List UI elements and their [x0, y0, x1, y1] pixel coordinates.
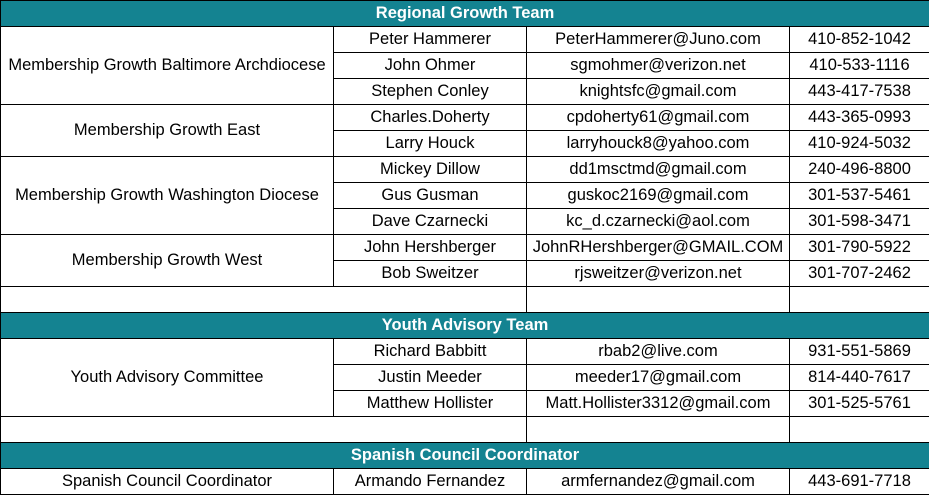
email-cell: cpdoherty61@gmail.com — [527, 105, 790, 131]
email-cell: knightsfc@gmail.com — [527, 79, 790, 105]
phone-cell: 301-537-5461 — [790, 183, 929, 209]
phone-cell: 410-852-1042 — [790, 27, 929, 53]
spacer-cell — [527, 287, 790, 313]
email-cell: kc_d.czarnecki@aol.com — [527, 209, 790, 235]
person-name: Dave Czarnecki — [334, 209, 527, 235]
phone-cell: 443-365-0993 — [790, 105, 929, 131]
phone-cell: 301-525-5761 — [790, 391, 929, 417]
group-name: Membership Growth East — [1, 105, 334, 157]
phone-cell: 301-790-5922 — [790, 235, 929, 261]
person-name: Matthew Hollister — [334, 391, 527, 417]
section-header: Youth Advisory Team — [1, 313, 929, 339]
phone-cell: 410-533-1116 — [790, 53, 929, 79]
person-name: Mickey Dillow — [334, 157, 527, 183]
email-cell: dd1msctmd@gmail.com — [527, 157, 790, 183]
person-name: Richard Babbitt — [334, 339, 527, 365]
person-name: Gus Gusman — [334, 183, 527, 209]
email-cell: larryhouck8@yahoo.com — [527, 131, 790, 157]
email-cell: PeterHammerer@Juno.com — [527, 27, 790, 53]
spacer-cell — [527, 417, 790, 443]
phone-cell: 814-440-7617 — [790, 365, 929, 391]
group-name: Membership Growth Washington Diocese — [1, 157, 334, 235]
person-name: Peter Hammerer — [334, 27, 527, 53]
email-cell: meeder17@gmail.com — [527, 365, 790, 391]
phone-cell: 410-924-5032 — [790, 131, 929, 157]
email-cell: Matt.Hollister3312@gmail.com — [527, 391, 790, 417]
spacer-cell — [790, 417, 929, 443]
phone-cell: 443-417-7538 — [790, 79, 929, 105]
email-cell: guskoc2169@gmail.com — [527, 183, 790, 209]
email-cell: rjsweitzer@verizon.net — [527, 261, 790, 287]
phone-cell: 443-691-7718 — [790, 469, 929, 495]
person-name: Armando Fernandez — [334, 469, 527, 495]
phone-cell: 931-551-5869 — [790, 339, 929, 365]
phone-cell: 301-707-2462 — [790, 261, 929, 287]
email-cell: armfernandez@gmail.com — [527, 469, 790, 495]
person-name: John Hershberger — [334, 235, 527, 261]
phone-cell: 301-598-3471 — [790, 209, 929, 235]
section-header: Spanish Council Coordinator — [1, 443, 929, 469]
email-cell: rbab2@live.com — [527, 339, 790, 365]
spacer-cell — [790, 287, 929, 313]
person-name: Charles.Doherty — [334, 105, 527, 131]
person-name: Larry Houck — [334, 131, 527, 157]
section-header: Regional Growth Team — [1, 1, 929, 27]
group-name: Spanish Council Coordinator — [1, 469, 334, 495]
person-name: Bob Sweitzer — [334, 261, 527, 287]
phone-cell: 240-496-8800 — [790, 157, 929, 183]
person-name: Justin Meeder — [334, 365, 527, 391]
person-name: Stephen Conley — [334, 79, 527, 105]
spacer-cell — [1, 417, 527, 443]
email-cell: sgmohmer@verizon.net — [527, 53, 790, 79]
group-name: Youth Advisory Committee — [1, 339, 334, 417]
spacer-cell — [1, 287, 527, 313]
group-name: Membership Growth Baltimore Archdiocese — [1, 27, 334, 105]
person-name: John Ohmer — [334, 53, 527, 79]
email-cell: JohnRHershberger@GMAIL.COM — [527, 235, 790, 261]
group-name: Membership Growth West — [1, 235, 334, 287]
